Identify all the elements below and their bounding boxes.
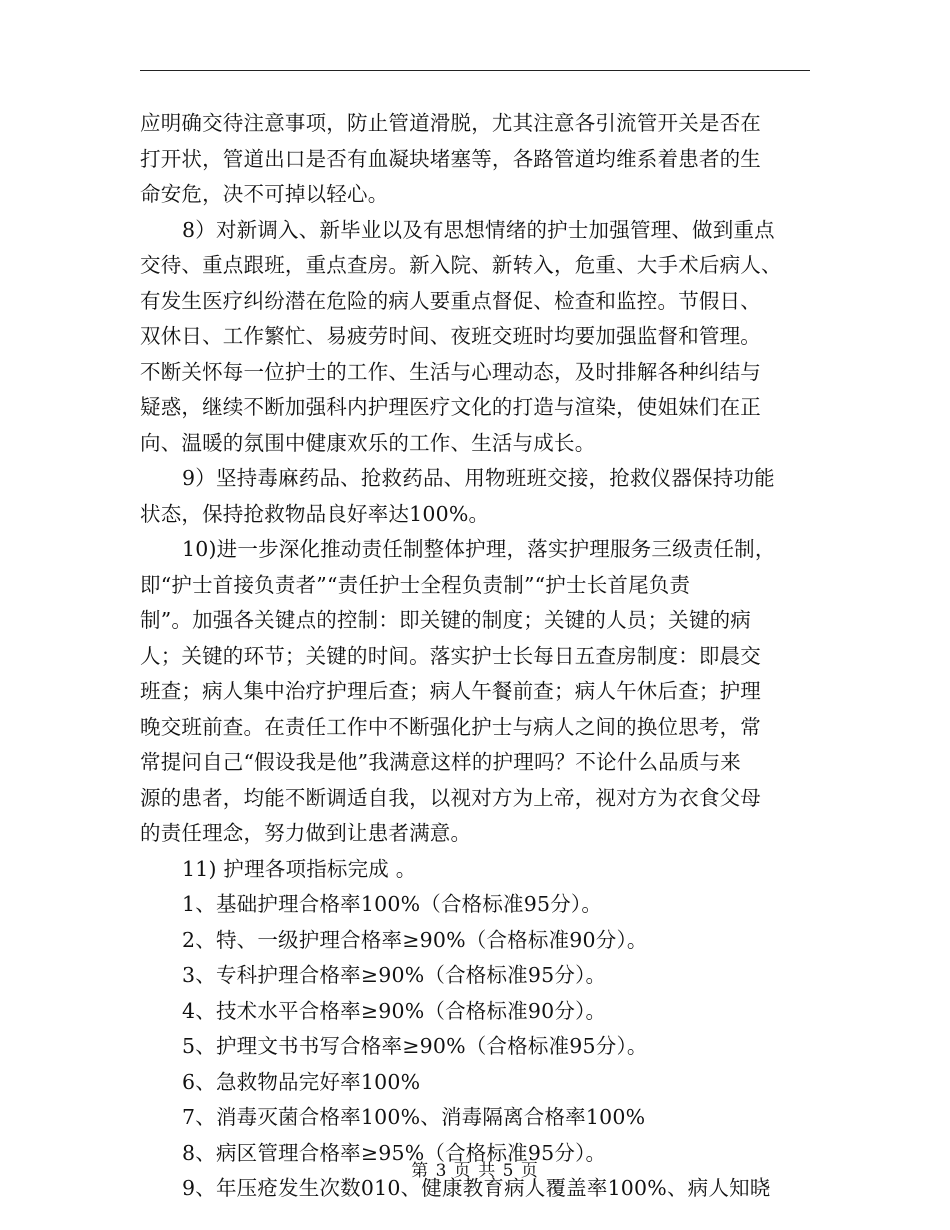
text-line: 制”。加强各关键点的控制：即关键的制度；关键的人员；关键的病 bbox=[140, 608, 751, 632]
text-line: 常提问自己“假设我是他”我满意这样的护理吗？不论什么品质与来 bbox=[140, 750, 741, 774]
text-line: 5、护理文书书写合格率≥90%（合格标准95分）。 bbox=[182, 1034, 648, 1058]
document-body bbox=[140, 106, 812, 1207]
text-line: 状态，保持抢救物品良好率达100%。 bbox=[140, 501, 490, 526]
text-line: 10)进一步深化推动责任制整体护理，落实护理服务三级责任制， bbox=[182, 537, 776, 561]
text-line: 不断关怀每一位护士的工作、生活与心理动态，及时排解各种纠结与 bbox=[140, 359, 761, 384]
text-line: 班查；病人集中治疗护理后查；病人午餐前查；病人午休后查；护理 bbox=[140, 679, 761, 703]
text-line: 3、专科护理合格率≥90%（合格标准95分）。 bbox=[182, 963, 607, 987]
page-footer bbox=[0, 1156, 950, 1181]
text-line: 晚交班前查。在责任工作中不断强化护士与病人之间的换位思考，常 bbox=[140, 714, 761, 739]
text-line: 即“护士首接负责者”“责任护士全程负责制”“护士长首尾负责 bbox=[140, 572, 691, 597]
text-line: 源的患者，均能不断调适自我，以视对方为上帝，视对方为衣食父母 bbox=[140, 785, 761, 810]
text-line: 8）对新调入、新毕业以及有思想情绪的护士加强管理、做到重点 bbox=[182, 217, 775, 242]
text-line: 双休日、工作繁忙、易疲劳时间、夜班交班时均要加强监督和管理。 bbox=[140, 324, 761, 348]
text-line: 应明确交待注意事项，防止管道滑脱，尤其注意各引流管开关是否在 bbox=[140, 111, 761, 135]
text-line: 8、病区管理合格率≥95%（合格标准95分）。 bbox=[182, 1140, 607, 1165]
text-line: 4、技术水平合格率≥90%（合格标准90分）。 bbox=[182, 998, 607, 1023]
text-line: 7、消毒灭菌合格率100%、消毒隔离合格率100% bbox=[182, 1105, 646, 1129]
text-line: 的责任理念，努力做到让患者满意。 bbox=[140, 821, 472, 845]
text-line: 交待、重点跟班，重点查房。新入院、新转入，危重、大手术后病人、 bbox=[140, 253, 782, 277]
text-line: 2、特、一级护理合格率≥90%（合格标准90分）。 bbox=[182, 927, 648, 952]
text-line: 人；关键的环节；关键的时间。落实护士长每日五查房制度：即晨交 bbox=[140, 643, 761, 668]
text-line: 向、温暖的氛围中健康欢乐的工作、生活与成长。 bbox=[140, 430, 596, 455]
header-rule bbox=[140, 70, 810, 71]
text-line: 疑惑，继续不断加强科内护理医疗文化的打造与渲染，使姐妹们在正 bbox=[140, 395, 761, 419]
text-line: 命安危，决不可掉以轻心。 bbox=[140, 182, 389, 206]
text-line: 11) 护理各项指标完成 。 bbox=[182, 856, 417, 881]
text-line: 1、基础护理合格率100%（合格标准95分）。 bbox=[182, 892, 603, 916]
text-line: 有发生医疗纠纷潜在危险的病人要重点督促、检查和监控。节假日、 bbox=[140, 288, 761, 313]
text-line: 9）坚持毒麻药品、抢救药品、用物班班交接，抢救仪器保持功能 bbox=[182, 466, 775, 490]
page-number-label: 第 3 页 共 5 页 bbox=[411, 1161, 539, 1181]
text-line: 6、急救物品完好率100% bbox=[182, 1069, 421, 1094]
text-line: 9、年压疮发生次数010、健康教育病人覆盖率100%、病人知晓 bbox=[182, 1176, 771, 1200]
text-line: 打开状，管道出口是否有血凝块堵塞等，各路管道均维系着患者的生 bbox=[140, 146, 761, 171]
